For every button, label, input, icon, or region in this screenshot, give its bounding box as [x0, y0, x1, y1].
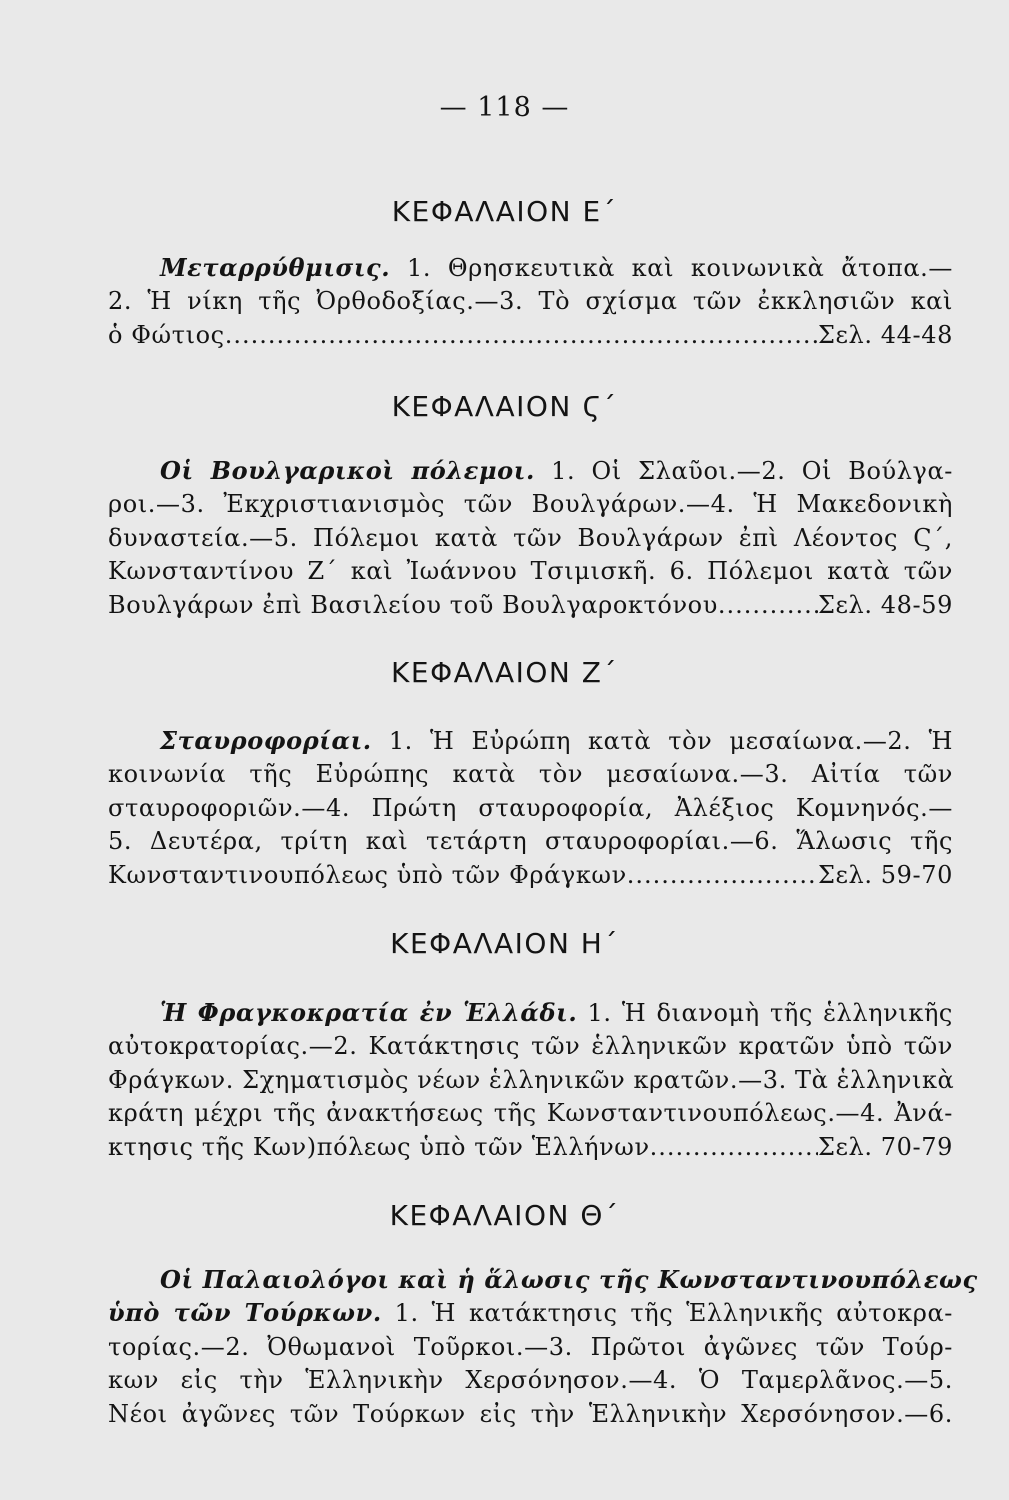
leader-dots — [650, 1131, 818, 1164]
leader-dots — [718, 589, 818, 622]
chapter-heading-e: ΚΕΦΑΛΑΙΟΝ Ε΄ — [391, 195, 618, 228]
entry-line: Οἱ Βουλγαρικοὶ πόλεμοι. 1. Οἱ Σλαῦοι.—2. Οἱ Βούλγα- — [160, 456, 953, 485]
entry-line: σταυροφοριῶν.—4. Πρώτη σταυροφορία, Ἀλέξιος Κομνηνός.— — [108, 793, 953, 822]
entry-line: ὑπὸ τῶν Τούρκων. 1. Ἡ κατάκτησις τῆς Ἑλληνικῆς αὐτοκρα- — [108, 1298, 953, 1328]
entry-line: κων εἰς τὴν Ἑλληνικὴν Χερσόνησον.—4. Ὁ Ταμερλᾶνος.—5. — [108, 1366, 953, 1395]
entry-line: 5. Δευτέρα, τρίτη καὶ τετάρτη σταυροφορίαι.—6. Ἅλωσις τῆς — [108, 827, 953, 856]
chapter-heading-h: ΚΕΦΑΛΑΙΟΝ Η΄ — [390, 927, 619, 960]
entry-line: αὐτοκρατορίας.—2. Κατάκτησις τῶν ἑλληνικῶν κρατῶν ὑπὸ τῶν — [108, 1032, 953, 1061]
chapter-entry-th — [108, 1263, 978, 1431]
entry-leader-line: κτησις τῆς Κων)πόλεως ὑπὸ τῶν Ἑλλήνων ..... Σελ. 70-79 — [108, 1131, 953, 1164]
entry-line: Κωνσταντίνου Ζ΄ καὶ Ἰωάννου Τσιμισκῆ. 6. Πόλεμοι κατὰ τῶν — [108, 557, 953, 586]
entry-line: 2. Ἡ νίκη τῆς Ὀρθοδοξίας.—3. Τὸ σχίσμα τῶν ἐκκλησιῶν καὶ — [108, 287, 953, 316]
chapter-heading-th: ΚΕΦΑΛΑΙΟΝ Θ΄ — [389, 1199, 620, 1232]
page-range: Σελ. 48-59 — [817, 590, 953, 619]
page-range: Σελ. 70-79 — [817, 1132, 953, 1161]
entry-line: Φράγκων. Σχηματισμὸς νέων ἑλληνικῶν κρατῶν.—3. Τὰ ἑλληνικὰ — [108, 1065, 955, 1094]
entry-line: Σταυροφορίαι. 1. Ἡ Εὐρώπη κατὰ τὸν μεσαίωνα.—2. Ἡ — [160, 726, 953, 755]
entry-title-cont: ὑπὸ τῶν Τούρκων. — [108, 1298, 382, 1328]
entry-title: Οἱ Βουλγαρικοὶ πόλεμοι. — [160, 456, 535, 485]
chapter-heading-z: ΚΕΦΑΛΑΙΟΝ Ζ΄ — [391, 656, 618, 689]
entry-line: Ἡ Φραγκοκρατία ἐν Ἑλλάδι. 1. Ἡ διανομὴ τῆς ἑλληνικῆς — [160, 998, 953, 1027]
entry-leader-line: Κωνσταντινουπόλεως ὑπὸ τῶν Φράγκων ..... Σελ. 59-70 — [108, 859, 953, 892]
entry-title: Μεταρρύθμισις. — [160, 253, 391, 282]
entry-title: Οἱ Παλαιολόγοι καὶ ἡ ἅλωσις τῆς Κωνσταντινουπόλεως — [160, 1265, 978, 1294]
chapter-entry-z — [108, 724, 953, 892]
page-range: Σελ. 44-48 — [817, 320, 953, 349]
entry-leader-line: Βουλγάρων ἐπὶ Βασιλείου τοῦ Βουλγαροκτόνου ..... Σελ. 48-59 — [108, 589, 953, 622]
entry-title: Σταυροφορίαι. — [160, 726, 372, 755]
page-number: — 118 — — [439, 92, 570, 123]
entry-line: Νέοι ἀγῶνες τῶν Τούρκων εἰς τὴν Ἑλληνικὴν Χερσόνησον.—6. — [108, 1399, 953, 1428]
page-range: Σελ. 59-70 — [817, 860, 953, 889]
chapter-entry-e — [108, 251, 953, 352]
entry-line: Μεταρρύθμισις. 1. Θρησκευτικὰ καὶ κοινωνικὰ ἄτοπα.— — [160, 253, 953, 282]
leader-dots — [225, 319, 818, 352]
entry-line: κράτη μέχρι τῆς ἀνακτήσεως τῆς Κωνσταντινουπόλεως.—4. Ἀνά- — [108, 1099, 953, 1128]
entry-line: δυναστεία.—5. Πόλεμοι κατὰ τῶν Βουλγάρων ἐπὶ Λέοντος Ϛ΄, — [108, 523, 953, 552]
chapter-entry-st — [108, 454, 953, 622]
entry-line: κοινωνία τῆς Εὐρώπης κατὰ τὸν μεσαίωνα.—3. Αἰτία τῶν — [108, 760, 953, 789]
chapter-entry-h — [108, 996, 953, 1164]
entry-title: Ἡ Φραγκοκρατία ἐν Ἑλλάδι. — [160, 998, 578, 1027]
leader-dots — [627, 859, 818, 892]
entry-leader-line: ὁ Φώτιος ..... Σελ. 44-48 — [108, 319, 953, 352]
chapter-heading-st: ΚΕΦΑΛΑΙΟΝ Ϛ΄ — [391, 390, 618, 423]
entry-line: ροι.—3. Ἐκχριστιανισμὸς τῶν Βουλγάρων.—4. Ἡ Μακεδονικὴ — [108, 490, 953, 519]
entry-line: τορίας.—2. Ὀθωμανοὶ Τοῦρκοι.—3. Πρῶτοι ἀγῶνες τῶν Τούρ- — [108, 1332, 953, 1361]
